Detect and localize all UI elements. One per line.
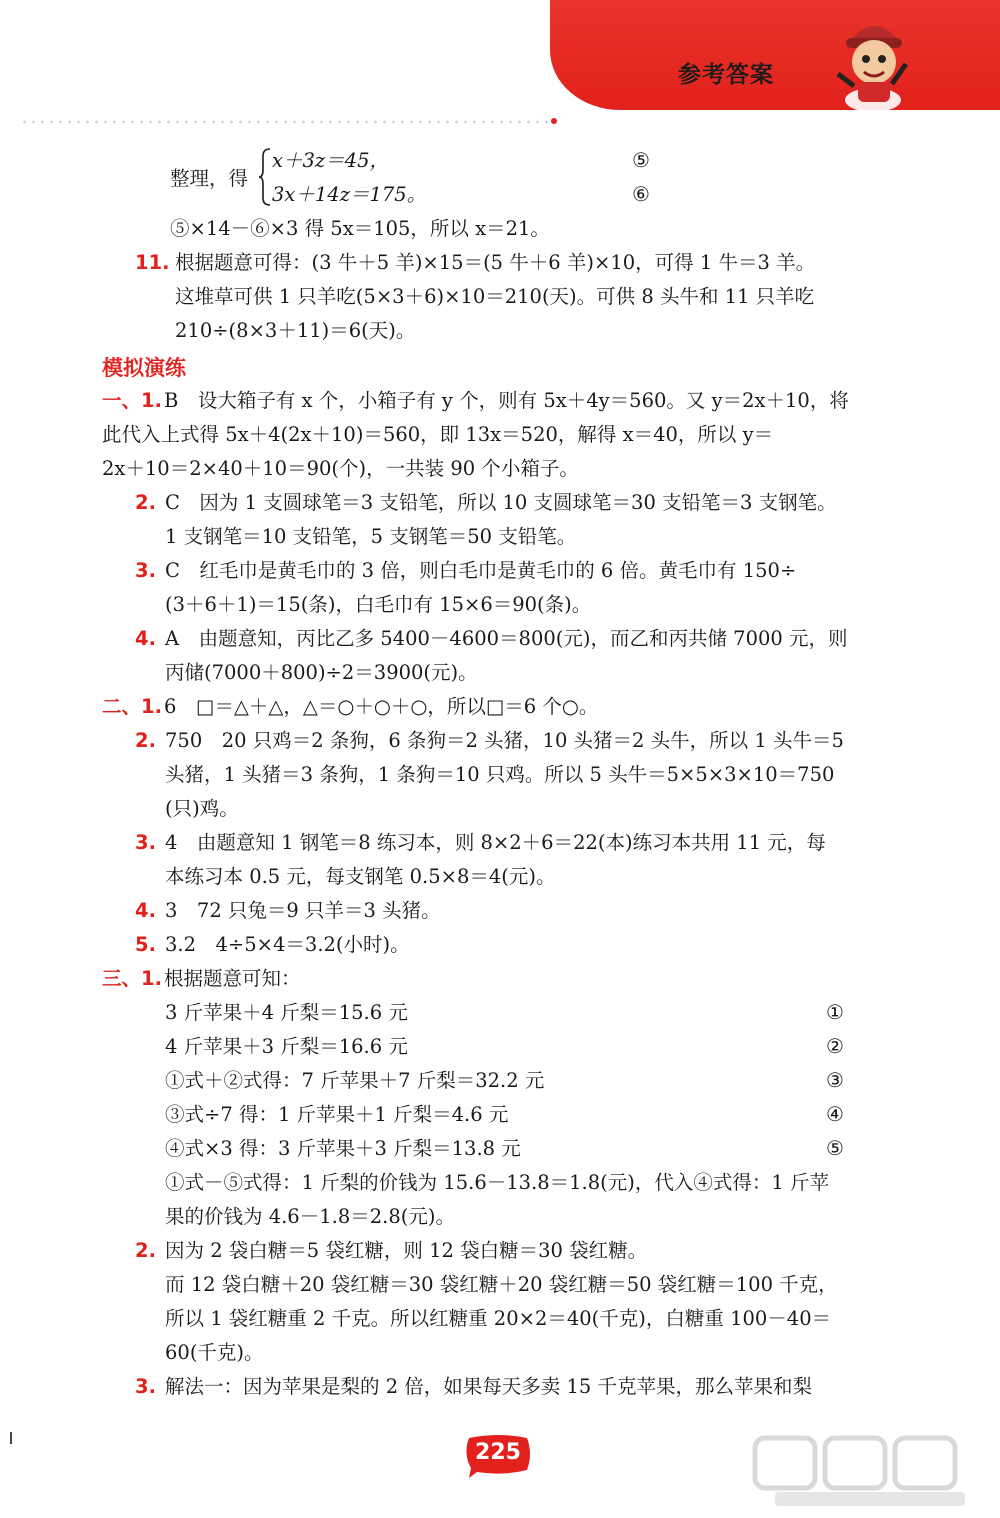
answer-number: 三、1. — [102, 967, 162, 990]
answer-line: 丙储(7000＋800)÷2＝3900(元)。 — [165, 661, 478, 684]
q11-number: 11. — [135, 251, 170, 274]
answer-line: 1 支钢笔＝10 支铅笔，5 支钢笔＝50 支铅笔。 — [165, 525, 577, 548]
answer-line: 本练习本 0.5 元，每支钢笔 0.5×8＝4(元)。 — [165, 865, 556, 888]
answer-number: 一、1. — [102, 389, 162, 412]
answer-line: 所以 1 袋红糖重 2 千克。所以红糖重 20×2＝40(千克)，白糖重 100－40＝ — [165, 1307, 832, 1330]
answer-line: 4 由题意知 1 钢笔＝8 练习本，则 8×2＋6＝22(本)练习本共用 11 元，每 — [165, 831, 826, 854]
answer-number: 4. — [135, 899, 156, 922]
header-title: 参考答案 — [678, 62, 774, 88]
mascot-icon — [818, 4, 928, 114]
q11-line: 210÷(8×3＋11)＝6(天)。 — [175, 319, 416, 342]
answer-line: 3 72 只兔＝9 只羊＝3 头猪。 — [165, 899, 441, 922]
system-label: 整理，得 — [170, 167, 249, 190]
answer-line: (3＋6＋1)＝15(条)，白毛巾有 15×6＝90(条)。 — [165, 593, 592, 616]
eq1-mark: ⑤ — [632, 148, 650, 172]
answer-line: 750 20 只鸡＝2 条狗，6 条狗＝2 头猪，10 头猪＝2 头牛，所以 1 头牛＝5 — [165, 729, 844, 752]
answer-number: 2. — [135, 491, 156, 514]
answer-line: 4 斤苹果＋3 斤梨＝16.6 元 — [165, 1035, 408, 1058]
answer-line: 头猪，1 头猪＝3 条狗，1 条狗＝10 只鸡。所以 5 头牛＝5×5×3×10＝750 — [165, 763, 835, 786]
answer-line: B 设大箱子有 x 个，小箱子有 y 个，则有 5x＋4y＝560。又 y＝2x＋10，将 — [164, 389, 849, 412]
answer-number: 4. — [135, 627, 156, 650]
answer-number: 3. — [135, 559, 156, 582]
answer-line: 果的价钱为 4.6－1.8＝2.8(元)。 — [165, 1205, 455, 1228]
answer-line: 60(千克)。 — [165, 1341, 264, 1364]
watermark-logo-icon — [745, 1430, 985, 1510]
answer-number: 3. — [135, 831, 156, 854]
answer-line: 而 12 袋白糖＋20 袋红糖＝30 袋红糖＋20 袋红糖＝50 袋红糖＝100 千克， — [165, 1273, 838, 1296]
answer-number: 2. — [135, 1239, 156, 1262]
answer-line: 6 □＝△＋△，△＝○＋○＋○，所以□＝6 个○。 — [164, 695, 599, 718]
equation-mark: ⑤ — [826, 1136, 844, 1160]
page-number: 225 — [475, 1440, 521, 1465]
answer-number: 二、1. — [102, 695, 162, 718]
answer-line: C 红毛巾是黄毛巾的 3 倍，则白毛巾是黄毛巾的 6 倍。黄毛巾有 150÷ — [165, 559, 797, 582]
answer-line: ③式÷7 得：1 斤苹果＋1 斤梨＝4.6 元 — [165, 1103, 509, 1126]
equation-mark: ② — [826, 1034, 844, 1058]
answer-line: 因为 2 袋白糖＝5 袋红糖，则 12 袋白糖＝30 袋红糖。 — [165, 1239, 648, 1262]
answer-line: 2x＋10＝2×40＋10＝90(个)，一共装 90 个小箱子。 — [102, 457, 579, 480]
answer-line: (只)鸡。 — [165, 797, 239, 820]
answer-number: 2. — [135, 729, 156, 752]
equation-mark: ④ — [826, 1102, 844, 1126]
answer-line: ①式＋②式得：7 斤苹果＋7 斤梨＝32.2 元 — [165, 1069, 545, 1092]
dotted-divider — [20, 120, 560, 124]
section-title: 模拟演练 — [102, 356, 186, 380]
equation-mark: ③ — [826, 1068, 844, 1092]
system-eq2: 3x＋14z＝175。 — [272, 183, 427, 206]
answer-line: A 由题意知，丙比乙多 5400－4600＝800(元)，而乙和丙共储 7000 元，则 — [165, 627, 848, 650]
answer-line: 解法一：因为苹果是梨的 2 倍，如果每天多卖 15 千克苹果，那么苹果和梨 — [165, 1375, 813, 1398]
answer-line: 3 斤苹果＋4 斤梨＝15.6 元 — [165, 1001, 408, 1024]
brace-icon — [258, 148, 272, 206]
header-banner — [550, 0, 1000, 110]
divider-dot — [551, 118, 557, 124]
answer-line: ④式×3 得：3 斤苹果＋3 斤梨＝13.8 元 — [165, 1137, 521, 1160]
system-conclusion: ⑤×14－⑥×3 得 5x＝105，所以 x＝21。 — [170, 217, 550, 240]
answer-number: 3. — [135, 1375, 156, 1398]
equation-mark: ① — [826, 1000, 844, 1024]
answer-line: C 因为 1 支圆球笔＝3 支铅笔，所以 10 支圆球笔＝30 支铅笔＝3 支钢笔。 — [165, 491, 837, 514]
answer-line: 3.2 4÷5×4＝3.2(小时)。 — [165, 933, 410, 956]
answer-line: 根据题意可知： — [164, 967, 301, 990]
answer-line: 此代入上式得 5x＋4(2x＋10)＝560，即 13x＝520，解得 x＝40，所以 y＝ — [102, 423, 774, 446]
margin-tick — [10, 1432, 12, 1444]
answer-line: ①式－⑤式得：1 斤梨的价钱为 15.6－13.8＝1.8(元)，代入④式得：1 斤苹 — [165, 1171, 829, 1194]
q11-line: 这堆草可供 1 只羊吃(5×3＋6)×10＝210(天)。可供 8 头牛和 11 只羊吃 — [175, 285, 815, 308]
q11-line: 根据题意可得：(3 牛＋5 羊)×15＝(5 牛＋6 羊)×10，可得 1 牛＝3 羊。 — [175, 251, 816, 274]
eq2-mark: ⑥ — [632, 182, 650, 206]
answer-number: 5. — [135, 933, 156, 956]
system-eq1: x＋3z＝45， — [272, 149, 389, 172]
